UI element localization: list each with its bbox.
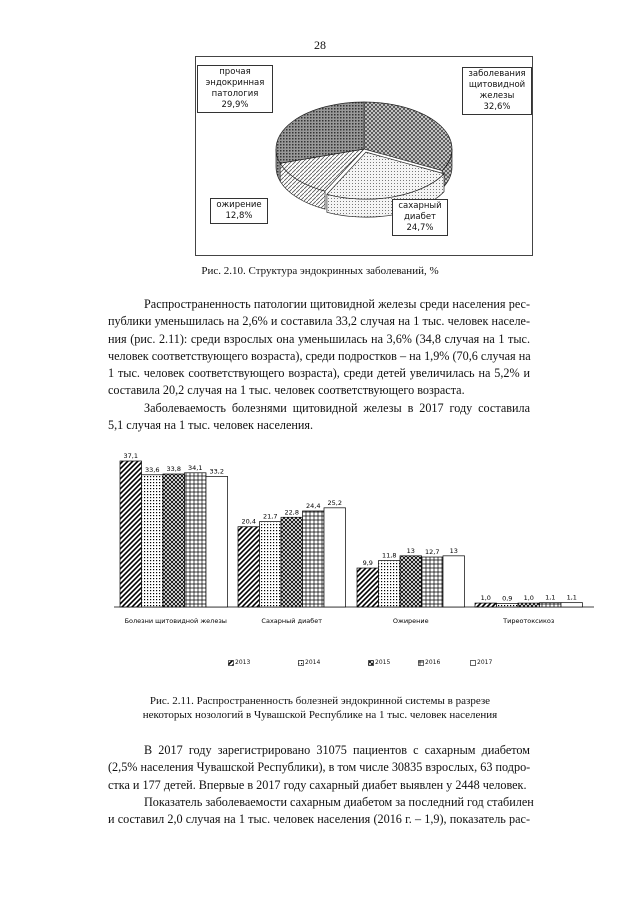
legend-label: 2013 [235, 659, 251, 666]
bar-value-label: 1,0 [480, 594, 491, 603]
bar-2014-1 [260, 522, 282, 607]
legend-swatch [368, 660, 374, 666]
bar-2014-2 [379, 561, 401, 607]
text-line: человек соответствующего возраста), среди подростков – на 1,9% (70,6 случая на [108, 348, 531, 363]
text-line: Показатель заболеваемости сахарным диабетом за последний год стабилен [144, 795, 534, 809]
bar-value-label: 1,1 [545, 593, 556, 602]
pie-label-other [197, 65, 273, 113]
pie-label-thyroid-value: 32,6% [483, 102, 511, 112]
bar-2014-3 [497, 603, 519, 607]
bar-value-label: 9,9 [362, 559, 373, 568]
bar-2015-0 [163, 474, 185, 607]
bar-2017-3 [561, 603, 583, 607]
text-line: Распространенность патологии щитовидной железы среди населения рес- [144, 297, 530, 311]
pie-label-obesity-line: ожирение [216, 200, 262, 210]
pie-chart-frame [195, 56, 533, 256]
legend-label: 2015 [375, 659, 391, 666]
text-line: ния (рис. 2.11): среди взрослых она уменьшилась на 3,6% (34,8 случая на 1 тыс. [108, 331, 530, 346]
pie-label-diabetes [392, 199, 448, 236]
text-line: составила 20,2 случая на 1 тыс. человек соответствующего возраста. [108, 383, 465, 398]
legend-item-2016 [418, 659, 440, 666]
bar-value-label: 37,1 [123, 452, 138, 460]
bar-2016-3 [540, 603, 562, 607]
legend-swatch [228, 660, 234, 666]
pie-label-other-line: патология [211, 89, 259, 99]
bar-2017-0 [206, 476, 228, 607]
pie-label-thyroid [462, 67, 532, 115]
figure-2-11-caption [0, 694, 640, 722]
bar-2016-0 [185, 473, 207, 607]
bar-2017-1 [324, 508, 346, 607]
bar-value-label: 25,2 [327, 498, 342, 507]
bar-value-label: 11,8 [382, 551, 397, 560]
bar-2016-2 [422, 557, 444, 607]
paragraph-diabetes-incidence [108, 794, 534, 829]
pie-label-obesity-value: 12,8% [225, 211, 253, 221]
bar-chart-legend [0, 659, 640, 673]
bar-2016-1 [303, 511, 325, 607]
bar-value-label: 1,1 [566, 593, 577, 602]
bar-2017-2 [443, 556, 465, 607]
figure-2-10-caption: Рис. 2.10. Структура эндокринных заболеваний, % [201, 265, 439, 277]
paragraph-thyroid-incidence [108, 400, 530, 435]
bar-2015-2 [400, 556, 422, 607]
text-line: Заболеваемость болезнями щитовидной железы в 2017 году составила [144, 401, 530, 415]
paragraph-thyroid-prevalence [108, 296, 530, 400]
caption-line: некоторых нозологий в Чувашской Республике на 1 тыс. человек населения [142, 709, 498, 721]
text-line: публики уменьшилась на 2,6% и составила 33,2 случая на 1 тыс. человек населе- [108, 314, 530, 329]
bar-value-label: 0,9 [502, 594, 513, 603]
paragraph-diabetes-registered [108, 742, 530, 794]
bar-value-label: 21,7 [263, 512, 278, 521]
pie-label-thyroid-line: железы [479, 91, 515, 101]
bar-value-label: 33,6 [145, 465, 160, 474]
bar-value-label: 13 [449, 546, 458, 555]
caption-line: Рис. 2.11. Распространенность болезней эндокринной системы в разрезе [149, 695, 491, 707]
bar-2013-1 [238, 527, 260, 607]
bar-2014-0 [142, 475, 164, 607]
bar-value-label: 33,2 [209, 467, 224, 476]
legend-item-2013 [228, 659, 250, 666]
text-line: 5,1 случая на 1 тыс. человек населения. [108, 418, 314, 433]
bar-value-label: 34,1 [188, 463, 203, 472]
pie-label-thyroid-line: щитовидной [468, 80, 526, 90]
page-number: 28 [314, 38, 326, 52]
pie-label-diabetes-line: диабет [403, 212, 437, 222]
pie-label-other-line: эндокринная [205, 78, 265, 88]
bar-2013-0 [120, 461, 142, 607]
bar-value-label: 13 [406, 546, 415, 555]
bar-category-label: Болезни щитовидной железы [124, 617, 227, 625]
bar-chart [108, 446, 608, 636]
bar-category-label: Ожирение [392, 617, 429, 625]
bar-value-label: 22,8 [284, 508, 299, 517]
legend-swatch [470, 660, 476, 666]
bar-value-label: 24,4 [306, 501, 321, 510]
legend-swatch [298, 660, 304, 666]
bar-value-label: 20,4 [241, 517, 256, 526]
text-line: 1 тыс. человек соответствующего возраста), среди детей увеличилась на 5,2% и [108, 366, 530, 381]
legend-swatch [418, 660, 424, 666]
legend-label: 2014 [305, 659, 321, 666]
text-line: и составил 2,0 случая на 1 тыс. человек населения (2016 г. – 1,9), показатель рас- [108, 812, 530, 827]
bar-value-label: 1,0 [523, 594, 534, 603]
pie-label-obesity [210, 198, 268, 224]
legend-item-2014 [298, 659, 320, 666]
bar-2015-3 [518, 603, 540, 607]
legend-item-2015 [368, 659, 390, 666]
text-line: стка и 177 детей. Впервые в 2017 году сахарный диабет выявлен у 2448 человек. [108, 777, 527, 792]
legend-label: 2017 [477, 659, 493, 666]
pie-label-other-line: прочая [219, 67, 251, 77]
legend-label: 2016 [425, 659, 441, 666]
pie-label-thyroid-line: заболевания [468, 69, 526, 79]
bar-2015-1 [281, 517, 303, 607]
bar-value-label: 33,8 [166, 464, 181, 473]
bar-2013-3 [475, 603, 497, 607]
bar-value-label: 12,7 [425, 548, 440, 557]
bar-category-label: Сахарный диабет [261, 617, 323, 625]
legend-item-2017 [470, 659, 492, 666]
pie-label-diabetes-line: сахарный [398, 201, 442, 211]
bar-2013-2 [357, 568, 379, 607]
bar-category-label: Тиреотоксикоз [503, 617, 555, 625]
pie-label-diabetes-value: 24,7% [406, 223, 434, 233]
text-line: (2,5% населения Чувашской Республики), в том числе 30835 взрослых, 63 подро- [108, 760, 531, 775]
pie-label-other-value: 29,9% [221, 100, 249, 110]
text-line: В 2017 году зарегистрировано 31075 пациентов с сахарным диабетом [144, 743, 530, 757]
